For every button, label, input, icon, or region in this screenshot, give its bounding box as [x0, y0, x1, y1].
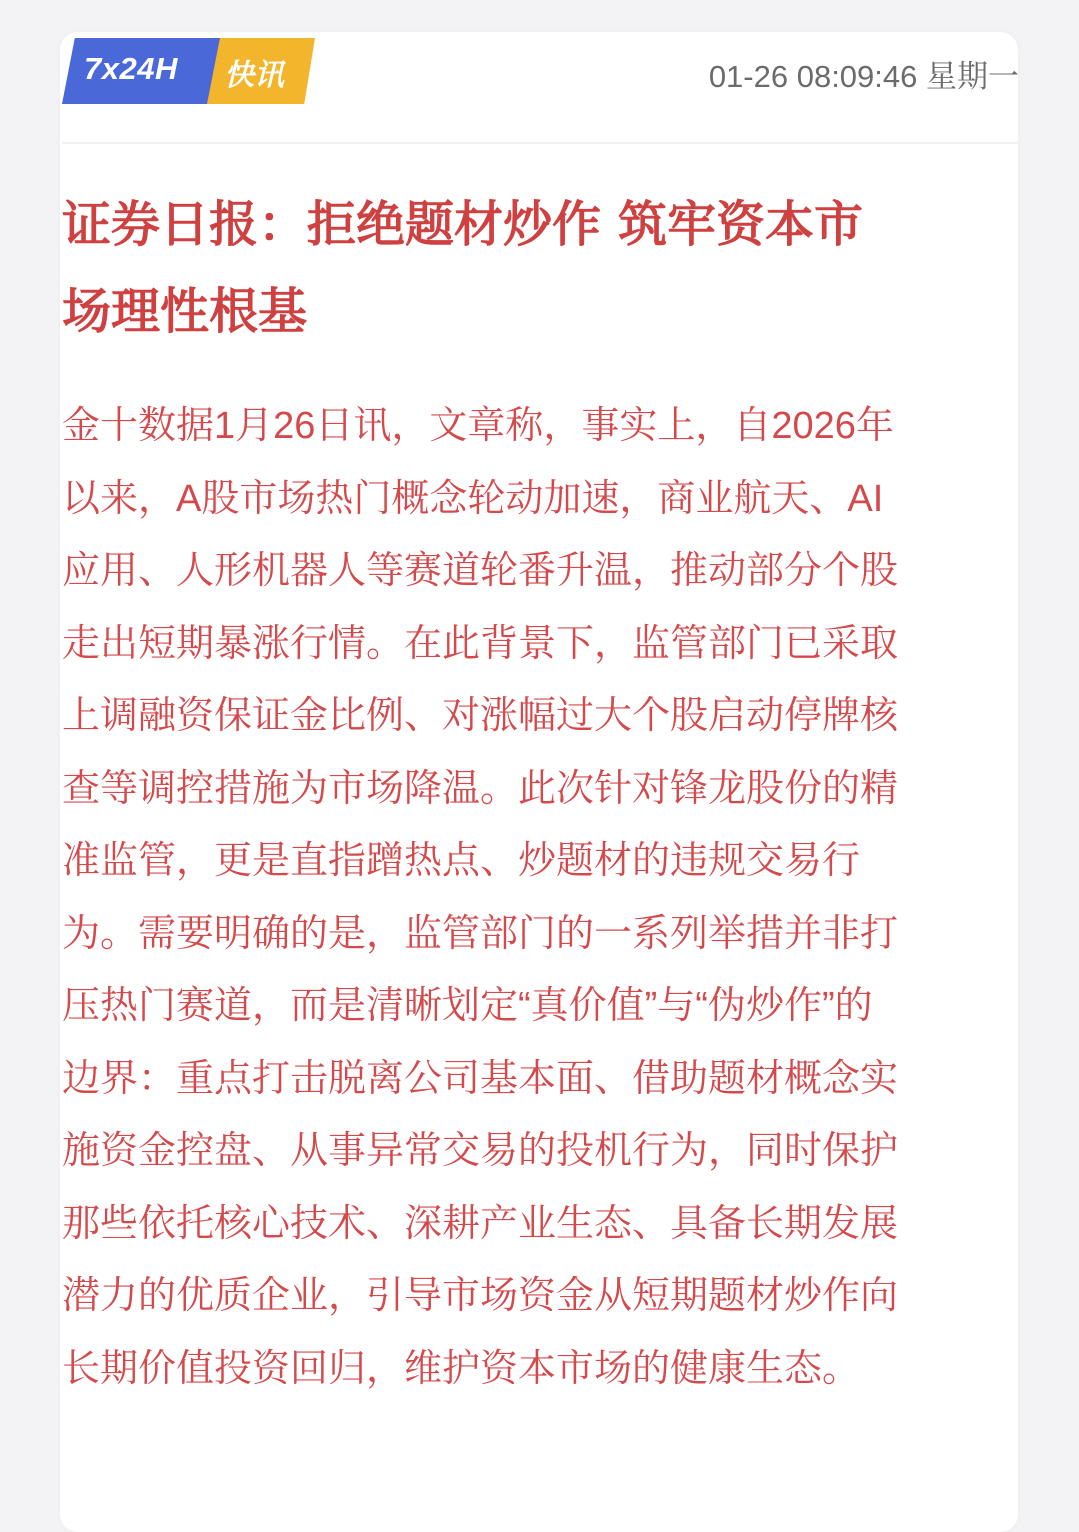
news-header — [62, 38, 1019, 104]
article-title: 证券日报：拒绝题材炒作 筑牢资本市场理性根基 — [62, 195, 864, 340]
news-timestamp: 01-26 08:09:46 星期一 — [708, 59, 1019, 94]
article-body: 金十数据1月26日讯，文章称，事实上，自2026年以来，A股市场热门概念轮动加速，商业航天、AI应用、人形机器人等赛道轮番升温，推动部分个股走出短期暴涨行情。在此背景下，监管部门已采取上调融资保证金比例、对涨幅过大个股启动停牌核查等调控措施为市场降温。此次针对锋龙股份的精准监管，更是直指蹭热点、炒题材的违规交易行为。需要明确的是，监管部门的一系列举措并非打压热门赛道，而是清晰划定“真价值”与“伪炒作”的边界：重点打击脱离公司基本面、借助题材概念实施资金控盘、从事异常交易的投机行为，同时保护那些依托核心技术、深耕产业生态、具备长期发展潜力的优质企业，引导市场资金从短期题材炒作向长期价值投资回归，维护资本市场的健康生态。 — [62, 405, 899, 1390]
badge-7x24h-label: 7x24H — [84, 51, 178, 86]
badge-flash-label: 快讯 — [224, 58, 284, 93]
flash-news-badge — [62, 38, 312, 104]
header-divider — [62, 142, 1019, 144]
